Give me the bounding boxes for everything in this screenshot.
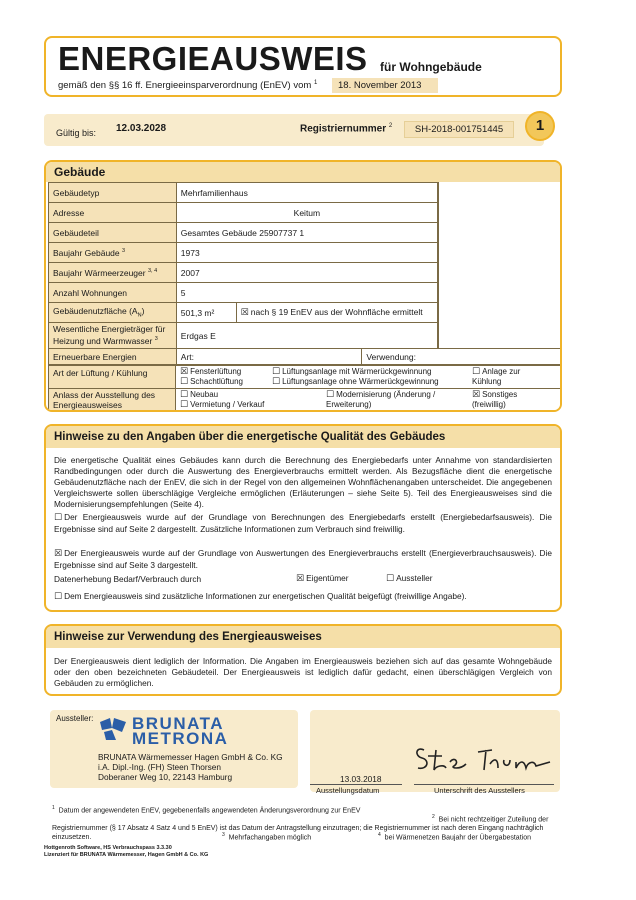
row-value-part: Gesamtes Gebäude 25907737 1 xyxy=(176,223,437,243)
issue-date-line xyxy=(310,784,402,785)
usage-text: Der Energieausweis dient lediglich der Information. Die Angaben im Energieausweis beziehen sich auf das gesamte Wohngebäude oder den oben bezeichneten Gebäudeteil. Der Energieausweis ist lediglich dafür gedacht, einen überschlägigen Vergleich von Gebäuden zu ermöglichen. xyxy=(54,656,552,688)
checkbox-icon: ☐ xyxy=(326,390,335,400)
row-value-address: Keitum xyxy=(176,203,437,223)
footnote-4: $^4$ bei Wärmenetzen Baujahr der Übergabestation xyxy=(378,832,531,842)
enev-date: 18. November 2013 xyxy=(332,78,438,93)
signature-line xyxy=(414,784,554,785)
checkbox-icon: ☐ xyxy=(54,513,63,523)
footnote-3: $^3$ Mehrfachangaben möglich xyxy=(222,832,312,842)
row-value-energy-carrier: Erdgas E xyxy=(176,323,437,349)
document-subtitle: für Wohngebäude xyxy=(380,60,482,74)
document-title: ENERGIEAUSWEIS xyxy=(58,40,368,77)
checkbox-icon: ☐ xyxy=(386,574,395,584)
row-value-type: Mehrfamilienhaus xyxy=(176,183,437,203)
quality-heading: Hinweise zu den Angaben über die energetische Qualität des Gebäudes xyxy=(54,431,446,443)
option-owner: ☒ Eigentümer xyxy=(296,573,349,584)
row-label-heater-year: Baujahr Wärmeerzeuger $^{3, 4}$ xyxy=(49,263,177,283)
legal-basis: gemäß den §§ 16 ff. Energieeinsparverordnung (EnEV) vom $^1$ xyxy=(58,80,318,92)
checkbox-icon: ☐ xyxy=(272,377,281,387)
logo-metrona: METRONA xyxy=(132,729,229,748)
quality-paragraph: Die energetische Qualität eines Gebäudes kann durch die Berechnung des Energiebedarfs unter Annahme von standardisierten Randbedingungen oder durch die Auswertung des Energieverbrauchs ermittelt werden. Als Bezugsfläche dient die energetische Gebäudenutzfläche nach der EnEV, die sich in der Regel von den allgemeinen Wohnflächenangaben unterscheidet. Die angegebenen Vergleichswerte sollen überschlägige Vergleiche ermöglichen (Erläuterungen – siehe Seite 5). Teil des Energieausweises sind die Modernisierungsempfehlungen (Seite 4). xyxy=(54,455,552,509)
renewable-type: Art: xyxy=(176,349,362,365)
checkbox-icon: ☐ xyxy=(272,367,281,377)
row-value-area: 501,3 m² xyxy=(176,303,236,323)
row-label-area: Gebäudenutzfläche $(A_N)$ xyxy=(49,303,177,323)
signature-label: Unterschrift des Ausstellers xyxy=(434,786,525,795)
checked-box-icon: ☒ xyxy=(240,308,249,318)
checkbox-icon: ☐ xyxy=(180,390,189,400)
area-method: ☒ nach § 19 EnEV aus der Wohnfläche ermittelt xyxy=(236,303,437,323)
issuer-company: BRUNATA Wärmemesser Hagen GmbH & Co. KG xyxy=(98,752,283,762)
issue-date-label: Ausstellungsdatum xyxy=(316,786,380,795)
row-label-address: Adresse xyxy=(49,203,177,223)
validity-bar xyxy=(44,114,544,146)
footnote-2: $^2$ Bei nicht rechtzeitiger Zuteilung der Registriernummer (§ 17 Absatz 4 Satz 4 und 5 EnEV) ist das Datum der Antragstellung einzutragen; die Registriernummer ist nach deren Eingang nachträglich einzusetzen. xyxy=(52,814,549,842)
usage-panel xyxy=(44,624,562,696)
option-cooling: ☐ Anlage zur Kühlung xyxy=(472,367,521,386)
option-no-heat-recovery: ☐ Lüftungsanlage ohne Wärmerückgewinnung xyxy=(272,377,439,387)
reason-options xyxy=(176,389,562,411)
checkbox-icon: ☐ xyxy=(54,592,63,602)
signature-image xyxy=(410,736,560,778)
row-label-units: Anzahl Wohnungen xyxy=(49,283,177,303)
quality-panel xyxy=(44,424,562,612)
issuer-label: Aussteller: xyxy=(56,714,94,723)
row-value-units: 5 xyxy=(176,283,437,303)
option-modernization: ☐ Modernisierung (Änderung / Erweiterung) xyxy=(326,390,436,409)
registration-number: SH-2018-001751445 xyxy=(404,121,514,138)
header-panel xyxy=(44,36,562,97)
usage-heading: Hinweise zur Verwendung des Energieausweises xyxy=(54,631,322,643)
registration-label: Registriernummer $^2$ xyxy=(300,123,393,135)
software-line-1: Hottgenroth Software, HS Verbrauchspass 3.3.30 xyxy=(44,845,172,851)
issuer-address: Doberaner Weg 10, 22143 Hamburg xyxy=(98,772,233,782)
checkbox-icon: ☐ xyxy=(180,400,189,410)
signature-box xyxy=(310,710,560,795)
checkbox-icon: ☐ xyxy=(180,377,189,387)
ventilation-options xyxy=(176,365,562,389)
renewable-use: Verwendung: xyxy=(362,349,562,365)
issuer-person: i.A. Dipl.-Ing. (FH) Steen Thorsen xyxy=(98,762,221,772)
data-collection-label: Datenerhebung Bedarf/Verbrauch durch xyxy=(54,574,202,584)
option-other: ☒ Sonstiges (freiwillig) xyxy=(472,390,518,409)
option-new-building: ☐ Neubau xyxy=(180,390,219,400)
option-demand-certificate: ☐ Der Energieausweis wurde auf der Grundlage von Berechnungen des Energiebedarfs erstellt (Energiebedarfsausweis). Die Ergebnisse sind auf Seite 2 dargestellt. Zusätzliche Informationen zum Verbrauch sind freiwillig. xyxy=(54,512,552,534)
row-value-year: 1973 xyxy=(176,243,437,263)
option-additional-info: ☐ Dem Energieausweis sind zusätzliche Informationen zur energetischen Qualität beigefügt (freiwillige Angabe). xyxy=(54,591,467,602)
logo-brunata: BRUNATA xyxy=(132,714,225,733)
reason-label: Anlass der Ausstellung des Energieausweises xyxy=(48,389,176,411)
option-issuer: ☐ Aussteller xyxy=(386,573,433,584)
page-number-badge: 1 xyxy=(525,111,555,141)
renewable-label: Erneuerbare Energien xyxy=(49,349,177,365)
option-heat-recovery: ☐ Lüftungsanlage mit Wärmerückgewinnung xyxy=(272,367,432,377)
checkbox-icon: ☐ xyxy=(472,367,481,377)
row-label-part: Gebäudeteil xyxy=(49,223,177,243)
option-window-ventilation: ☒ Fensterlüftung xyxy=(180,367,242,377)
valid-until-label: Gültig bis: xyxy=(56,128,97,138)
software-line-2: Lizenziert für BRUNATA Wärmemesser, Hagen GmbH & Co. KG xyxy=(44,852,209,858)
ventilation-label: Art der Lüftung / Kühlung xyxy=(48,365,176,389)
row-label-type: Gebäudetyp xyxy=(49,183,177,203)
issue-date: 13.03.2018 xyxy=(340,774,382,784)
building-table-lower xyxy=(48,348,562,365)
checked-box-icon: ☒ xyxy=(180,367,189,377)
checked-box-icon: ☒ xyxy=(54,549,63,559)
option-rent-sale: ☐ Vermietung / Verkauf xyxy=(180,400,265,410)
building-heading: Gebäude xyxy=(54,165,106,179)
row-value-heater-year: 2007 xyxy=(176,263,437,283)
footnote-1: $^1$ Datum der angewendeten EnEV, gegebenenfalls angewendeten Änderungsverordnung zur EnEV xyxy=(52,805,361,815)
option-shaft-ventilation: ☐ Schachtlüftung xyxy=(180,377,244,387)
brunata-logo-icon xyxy=(98,716,128,742)
checked-box-icon: ☒ xyxy=(296,574,305,584)
checked-box-icon: ☒ xyxy=(472,390,481,400)
option-consumption-certificate: ☒ Der Energieausweis wurde auf der Grundlage von Auswertungen des Energieverbrauchs erstellt (Energieverbrauchsausweis). Die Ergebnisse sind auf Seite 3 dargestellt. xyxy=(54,548,552,570)
building-panel xyxy=(44,160,562,412)
row-label-year: Baujahr Gebäude $^3$ xyxy=(49,243,177,263)
building-table xyxy=(48,182,438,349)
row-label-energy-carrier: Wesentliche Energieträger für Heizung und Warmwasser $^3$ xyxy=(49,323,177,349)
valid-until-value: 12.03.2028 xyxy=(116,123,167,134)
issuer-box xyxy=(50,710,298,788)
